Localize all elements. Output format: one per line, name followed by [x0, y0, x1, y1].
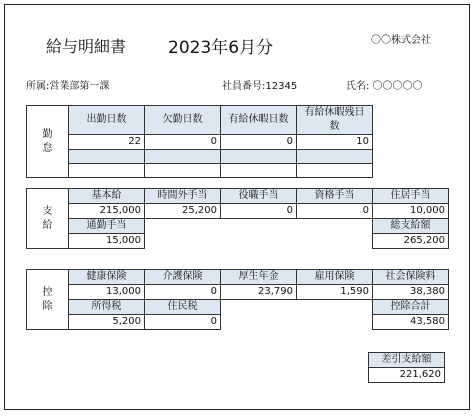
- employee-number: 社員番号:12345: [222, 81, 298, 92]
- value-position-allowance: 0: [221, 204, 297, 219]
- company-name: 〇〇株式会社: [371, 35, 431, 46]
- value-deduction-total: 43,580: [373, 315, 449, 330]
- value-resident-tax: 0: [145, 315, 221, 330]
- value-paid-leave-days: 0: [221, 135, 297, 150]
- header-health-insurance: 健康保険: [69, 270, 145, 285]
- value-nursing-insurance: 0: [145, 285, 221, 300]
- blank-cell: [145, 150, 221, 164]
- header-income-tax: 所得税: [69, 300, 145, 315]
- value-qualification-allowance: 0: [297, 204, 373, 219]
- payment-section-label: 支 給: [27, 189, 69, 249]
- header-absent-days: 欠勤日数: [145, 106, 221, 135]
- header-work-days: 出勤日数: [69, 106, 145, 135]
- blank-cell: [145, 164, 221, 178]
- header-position-allowance: 役職手当: [221, 189, 297, 204]
- value-net-pay: 221,620: [369, 368, 445, 383]
- deduction-section-label: 控 除: [27, 270, 69, 330]
- header-employment-insurance: 雇用保険: [297, 270, 373, 285]
- value-income-tax: 5,200: [69, 315, 145, 330]
- value-gross-pay: 265,200: [373, 234, 449, 249]
- header-net-pay: 差引支給額: [369, 353, 445, 368]
- header-base-salary: 基本給: [69, 189, 145, 204]
- department: 所属:営業部第一課: [26, 81, 110, 92]
- header-qualification-allowance: 資格手当: [297, 189, 373, 204]
- value-pension: 23,790: [221, 285, 297, 300]
- pay-period: 2023年6月分: [168, 38, 274, 58]
- header-commute-allowance: 通勤手当: [69, 219, 145, 234]
- header-social-insurance-total: 社会保険料: [373, 270, 449, 285]
- deduction-table: [26, 269, 449, 330]
- value-health-insurance: 13,000: [69, 285, 145, 300]
- header-resident-tax: 住民税: [145, 300, 221, 315]
- blank-cell: [297, 150, 373, 164]
- value-work-days: 22: [69, 135, 145, 150]
- document-title: 給与明細書: [46, 37, 127, 56]
- header-housing-allowance: 住居手当: [373, 189, 449, 204]
- value-employment-insurance: 1,590: [297, 285, 373, 300]
- value-base-salary: 215,000: [69, 204, 145, 219]
- blank-cell: [221, 150, 297, 164]
- header-pension: 厚生年金: [221, 270, 297, 285]
- value-commute-allowance: 15,000: [69, 234, 145, 249]
- payment-table: [26, 188, 449, 249]
- blank-cell: [69, 150, 145, 164]
- blank-cell: [297, 164, 373, 178]
- blank-cell: [221, 164, 297, 178]
- attendance-section-label: 勤 怠: [27, 106, 69, 178]
- value-social-insurance-total: 38,380: [373, 285, 449, 300]
- header-gross-pay: 総支給額: [373, 219, 449, 234]
- header-deduction-total: 控除合計: [373, 300, 449, 315]
- header-paid-leave-days: 有給休暇日数: [221, 106, 297, 135]
- value-absent-days: 0: [145, 135, 221, 150]
- header-overtime: 時間外手当: [145, 189, 221, 204]
- header-paid-leave-remaining: 有給休暇残日数: [297, 106, 373, 135]
- value-paid-leave-remaining: 10: [297, 135, 373, 150]
- value-housing-allowance: 10,000: [373, 204, 449, 219]
- blank-cell: [69, 164, 145, 178]
- employee-name: 氏名: 〇〇〇〇〇: [346, 81, 423, 92]
- net-pay-table: [368, 352, 445, 383]
- header-nursing-insurance: 介護保険: [145, 270, 221, 285]
- value-overtime: 25,200: [145, 204, 221, 219]
- attendance-table: [26, 105, 373, 178]
